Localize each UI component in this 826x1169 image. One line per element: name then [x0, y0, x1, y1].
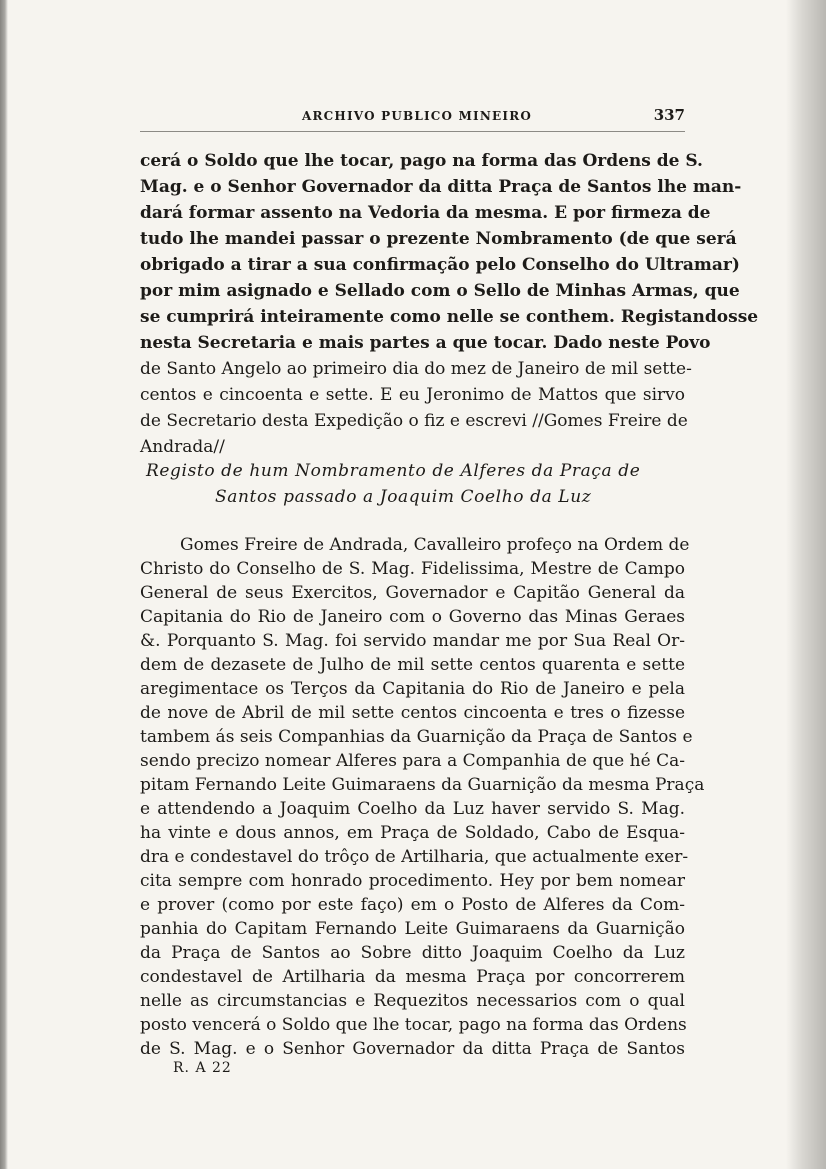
- text-line: dra e condestavel do trôço de Artilharia, que actualmente exer-: [140, 847, 689, 867]
- text-line: cerá o Soldo que lhe tocar, pago na forma das Ordens de S.: [140, 151, 703, 171]
- text-line: General de seus Exercitos, Governador e Capitão General da: [140, 583, 685, 603]
- text-line: &. Porquanto S. Mag. foi servido mandar me por Sua Real Or-: [140, 631, 685, 651]
- signature-mark: R. A 22: [173, 1060, 232, 1076]
- text-line: e attendendo a Joaquim Coelho da Luz haver servido S. Mag.: [140, 799, 685, 819]
- text-line: e prover (como por este faço) em o Posto de Alferes da Com-: [140, 895, 685, 915]
- text-line: aregimentace os Terços da Capitania do Rio de Janeiro e pela: [140, 679, 685, 699]
- page-edge-shadow: [786, 0, 826, 1169]
- text-line: Mag. e o Senhor Governador da ditta Praça de Santos lhe man-: [140, 177, 742, 197]
- text-line: se cumprirá inteiramente como nelle se conthem. Registandosse: [140, 307, 759, 327]
- header-rule: [140, 131, 685, 132]
- text-line: ha vinte e dous annos, em Praça de Soldado, Cabo de Esqua-: [140, 823, 685, 843]
- text-line: de Santo Angelo ao primeiro dia do mez de Janeiro de mil sette-: [140, 359, 692, 379]
- text-line: tudo lhe mandei passar o prezente Nombramento (de que será: [140, 229, 737, 249]
- page-number: 337: [653, 106, 685, 124]
- text-line: posto vencerá o Soldo que lhe tocar, pago na forma das Ordens: [140, 1015, 687, 1035]
- text-line: de Secretario desta Expedição o fiz e escrevi //Gomes Freire de: [140, 411, 688, 431]
- text-line: Christo do Conselho de S. Mag. Fidelissima, Mestre de Campo: [140, 559, 685, 579]
- section-caption-line-1: Registo de hum Nombramento de Alferes da Praça de: [146, 461, 641, 481]
- text-line: pitam Fernando Leite Guimaraens da Guarnição da mesma Praça: [140, 775, 705, 795]
- text-line: dem de dezasete de Julho de mil sette centos quarenta e sette: [140, 655, 685, 675]
- text-line: de S. Mag. e o Senhor Governador da ditta Praça de Santos: [140, 1039, 685, 1059]
- section-caption-line-2: Santos passado a Joaquim Coelho da Luz: [215, 487, 592, 507]
- text-line: nelle as circumstancias e Requezitos necessarios com o qual: [140, 991, 685, 1011]
- text-line: por mim asignado e Sellado com o Sello de Minhas Armas, que: [140, 281, 740, 301]
- text-line: nesta Secretaria e mais partes a que tocar. Dado neste Povo: [140, 333, 711, 353]
- running-title: ARCHIVO PUBLICO MINEIRO: [302, 109, 533, 123]
- text-line: Capitania do Rio de Janeiro com o Governo das Minas Geraes: [140, 607, 685, 627]
- text-line: da Praça de Santos ao Sobre ditto Joaquim Coelho da Luz: [140, 943, 685, 963]
- page-binding-shadow: [0, 0, 8, 1169]
- text-line: sendo precizo nomear Alferes para a Companhia de que hé Ca-: [140, 751, 685, 771]
- text-line: tambem ás seis Companhias da Guarnição da Praça de Santos e: [140, 727, 693, 747]
- text-line: condestavel de Artilharia da mesma Praça por concorrerem: [140, 967, 685, 987]
- text-line: panhia do Capitam Fernando Leite Guimaraens da Guarnição: [140, 919, 685, 939]
- text-line: de nove de Abril de mil sette centos cincoenta e tres o fizesse: [140, 703, 685, 723]
- text-line: centos e cincoenta e sette. E eu Jeronimo de Mattos que sirvo: [140, 385, 685, 405]
- text-line: obrigado a tirar a sua confirmação pelo Conselho do Ultramar): [140, 255, 740, 275]
- page-header: [140, 106, 685, 130]
- text-line: cita sempre com honrado procedimento. Hey por bem nomear: [140, 871, 685, 891]
- text-line: Andrada//: [140, 437, 225, 457]
- text-line: dará formar assento na Vedoria da mesma. E por firmeza de: [140, 203, 711, 223]
- text-line: Gomes Freire de Andrada, Cavalleiro profeço na Ordem de: [180, 535, 690, 555]
